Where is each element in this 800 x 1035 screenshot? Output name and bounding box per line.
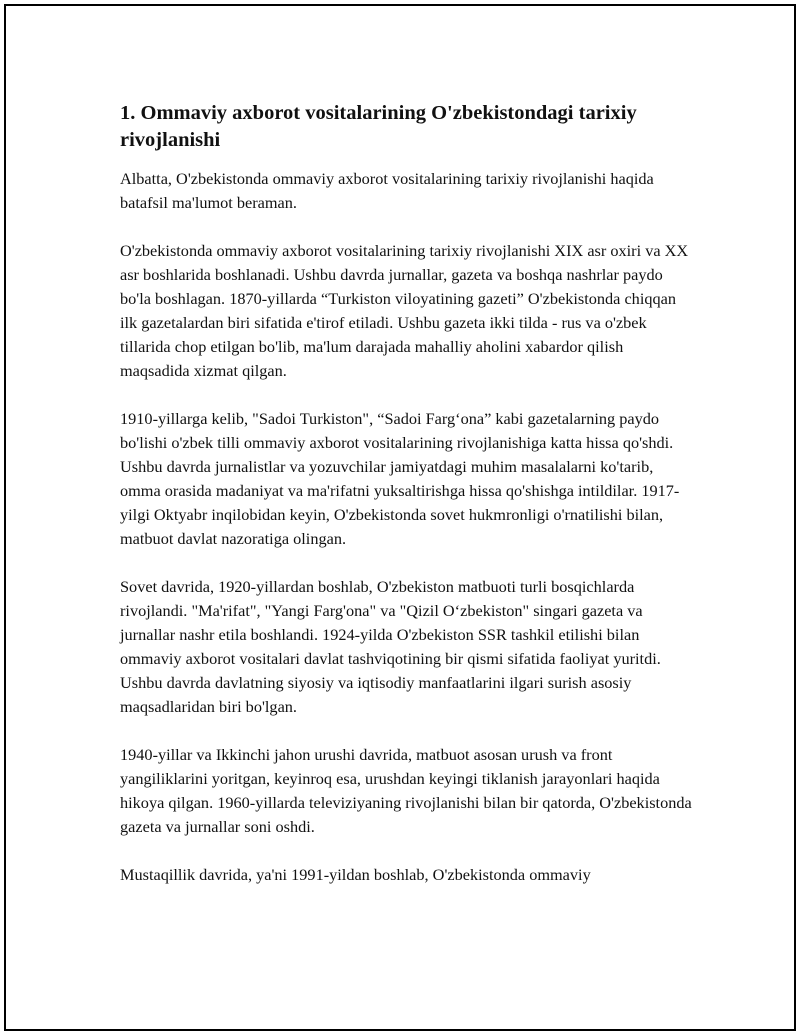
paragraph-soviet-era: Sovet davrida, 1920-yillardan boshlab, O'zbekiston matbuoti turli bosqichlarda rivojlandi. "Ma'rifat", "Yangi Farg'ona" va "Qizil O‘zbekiston" singari gazeta va jurnallar nashr etila boshlandi. 1924-yilda O'zbekiston SSR tashkil etilishi bilan ommaviy axborot vositalari davlat tashviqotining bir qismi sifatida faoliyat yuritdi. Ushbu davrda davlatning siyosiy va iqtisodiy manfaatlarini ilgari surish asosiy maqsadlaridan biri bo'lgan. xyxy=(120,577,661,716)
paragraph-intro: Albatta, O'zbekistonda ommaviy axborot vositalarining tarixiy rivojlanishi haqida batafsil ma'lumot beraman. xyxy=(120,169,654,212)
paragraph-1910s: 1910-yillarga kelib, "Sadoi Turkiston", “Sadoi Farg‘ona” kabi gazetalarning paydo bo'lishi o'zbek tilli ommaviy axborot vositalarining rivojlanishiga katta hissa qo'shdi. Ushbu davrda jurnalistlar va yozuvchilar jamiyatdagi muhim masalalarni ko'tarib, omma orasida madaniyat va ma'rifatni yuksaltirishga hissa qo'shishga intildilar. 1917-yilgi Oktyabr inqilobidan keyin, O'zbekistonda sovet hukmronligi o'rnatilishi bilan, matbuot davlat nazoratiga olingan. xyxy=(120,409,680,548)
paragraph-1940s-1960s: 1940-yillar va Ikkinchi jahon urushi davrida, matbuot asosan urush va front yangiliklarini yoritgan, keyinroq esa, urushdan keyingi tiklanish jarayonlari haqida hikoya qilgan. 1960-yillarda televiziyaning rivojlanishi bilan bir qatorda, O'zbekistonda gazeta va jurnallar soni oshdi. xyxy=(120,745,692,836)
document-content xyxy=(120,100,692,911)
paragraph-early-history: O'zbekistonda ommaviy axborot vositalarining tarixiy rivojlanishi XIX asr oxiri va XX asr boshlarida boshlanadi. Ushbu davrda jurnallar, gazeta va boshqa nashrlar paydo bo'la boshlagan. 1870-yillarda “Turkiston viloyatining gazeti” O'zbekistonda chiqqan ilk gazetalardan biri sifatida e'tirof etiladi. Ushbu gazeta ikki tilda - rus va o'zbek tillarida chop etilgan bo'lib, ma'lum darajada mahalliy aholini xabardor qilish maqsadida xizmat qilgan. xyxy=(120,241,689,380)
section-heading: 1. Ommaviy axborot vositalarining O'zbekistondagi tarixiy rivojlanishi xyxy=(120,102,637,151)
paragraph-independence: Mustaqillik davrida, ya'ni 1991-yildan boshlab, O'zbekistonda ommaviy xyxy=(120,865,591,884)
page-frame xyxy=(4,4,796,1031)
